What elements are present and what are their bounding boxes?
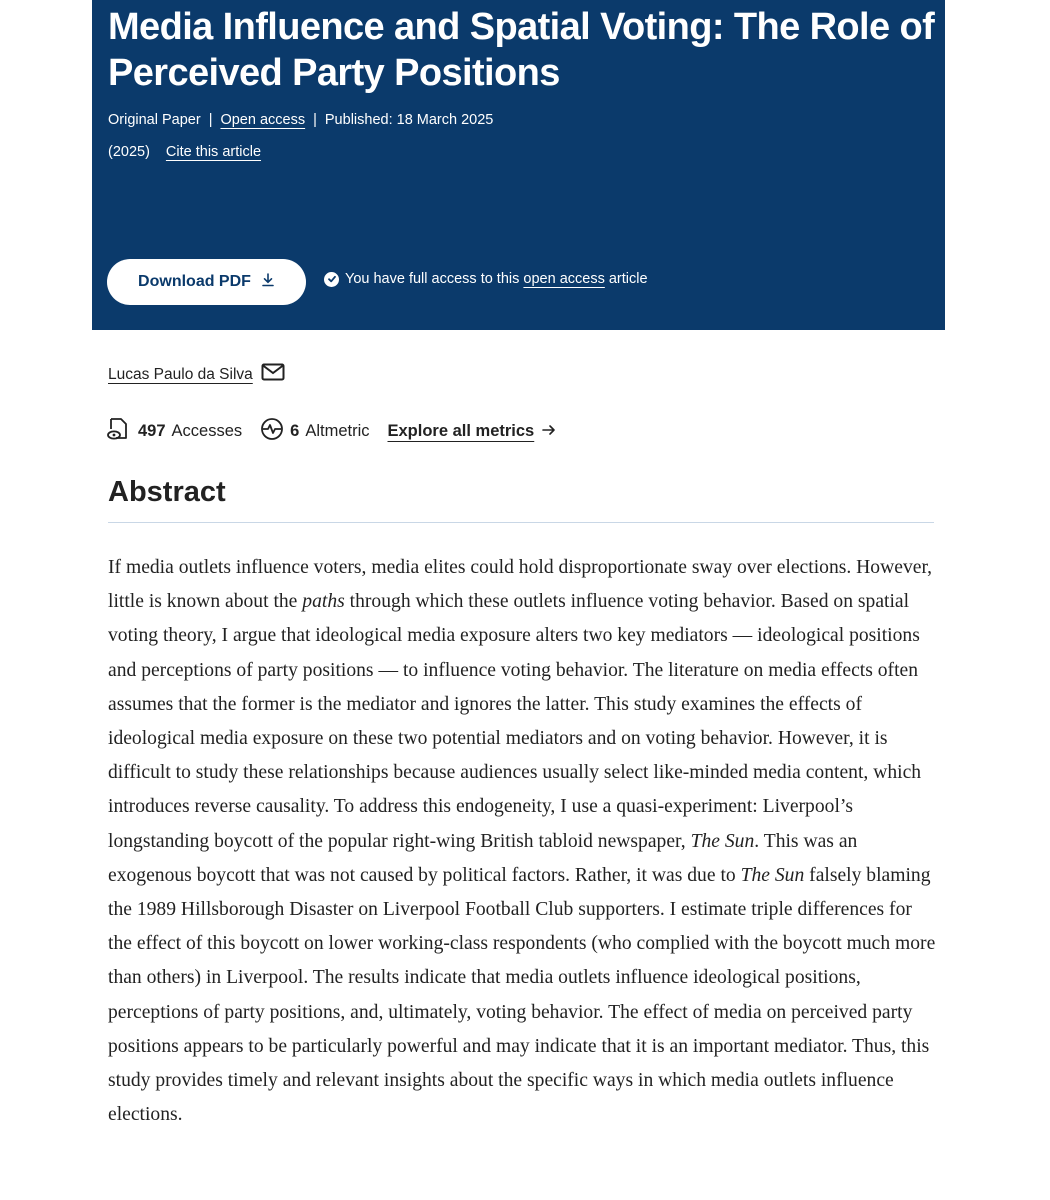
metrics-bar	[106, 416, 556, 447]
author-name-link[interactable]: Lucas Paulo da Silva	[108, 365, 253, 383]
check-circle-icon	[324, 272, 339, 287]
article-type: Original Paper	[108, 112, 201, 128]
abstract-text-1: If media outlets influence voters, media elites could hold disproportionate sway over elections. However, little is known about the	[108, 557, 933, 613]
abstract-text-3: . This was an exogenous boycott that was not caused by political factors. Rather, it was due to	[108, 830, 858, 886]
article-header	[92, 0, 945, 330]
access-note-suffix: article	[604, 271, 648, 287]
arrow-right-icon	[542, 422, 556, 441]
abstract-text-4: falsely blaming the 1989 Hillsborough Disaster on Liverpool Football Club supporters. I estimate triple differences for the effect of this boycott on lower working-class respondents (who complied with the boycott much more than others) in Liverpool. The results indicate that media outlets influence ideological positions, perceptions of party positions, and, ultimately, voting behavior. The effect of media on perceived party positions appears to be particularly powerful and may indicate that it is an important mediator. Thus, this study provides timely and relevant insights about the specific ways in which media outlets influence elections.	[108, 864, 936, 1126]
accesses-label: Accesses	[171, 422, 243, 440]
envelope-icon[interactable]	[261, 362, 285, 387]
accesses-metric	[106, 416, 242, 447]
abstract-italic-paths: paths	[302, 591, 345, 613]
article-meta	[108, 112, 493, 128]
accesses-icon	[106, 416, 132, 447]
accesses-count: 497	[138, 422, 166, 440]
altmetric-label: Altmetric	[305, 422, 370, 440]
article-year: (2025)	[108, 144, 150, 160]
access-note-text	[345, 271, 648, 287]
download-pdf-label: Download PDF	[138, 273, 251, 290]
open-access-link[interactable]: Open access	[220, 112, 306, 128]
abstract-body	[108, 551, 938, 1132]
author-list	[108, 362, 285, 387]
explore-metrics-link[interactable]	[388, 422, 557, 441]
article-title: Media Influence and Spatial Voting: The Role of Perceived Party Positions	[108, 6, 935, 94]
abstract-divider	[108, 522, 934, 523]
meta-separator: |	[208, 112, 213, 128]
citation-row	[108, 144, 261, 160]
abstract-italic-the-sun: The Sun	[690, 830, 755, 852]
explore-metrics-label: Explore all metrics	[387, 422, 535, 440]
abstract-heading: Abstract	[108, 476, 226, 508]
abstract-italic-the-sun-2: The Sun	[740, 864, 805, 886]
meta-separator: |	[313, 112, 317, 128]
access-note	[324, 271, 648, 287]
altmetric-metric	[260, 417, 369, 446]
open-access-info-link[interactable]: open access	[523, 271, 605, 287]
download-pdf-button[interactable]	[107, 259, 306, 305]
altmetric-icon	[260, 417, 284, 446]
cite-article-link[interactable]: Cite this article	[165, 144, 262, 160]
published-date: Published: 18 March 2025	[324, 112, 494, 128]
abstract-text-2: through which these outlets influence voting behavior. Based on spatial voting theory, I argue that ideological media exposure alters two key mediators — ideological positions and perceptions of party positions — to influence voting behavior. The literature on media effects often assumes that the former is the mediator and ignores the latter. This study examines the effects of ideological media exposure on these two potential mediators and on voting behavior. However, it is difficult to study these relationships because audiences usually select like-minded media content, which introduces reverse causality. To address this endogeneity, I use a quasi-experiment: Liverpool’s longstanding boycott of the popular right-wing British tabloid newspaper,	[108, 591, 922, 852]
altmetric-count: 6	[290, 422, 300, 440]
access-note-prefix: You have full access to this	[345, 271, 524, 287]
download-icon	[261, 273, 275, 292]
